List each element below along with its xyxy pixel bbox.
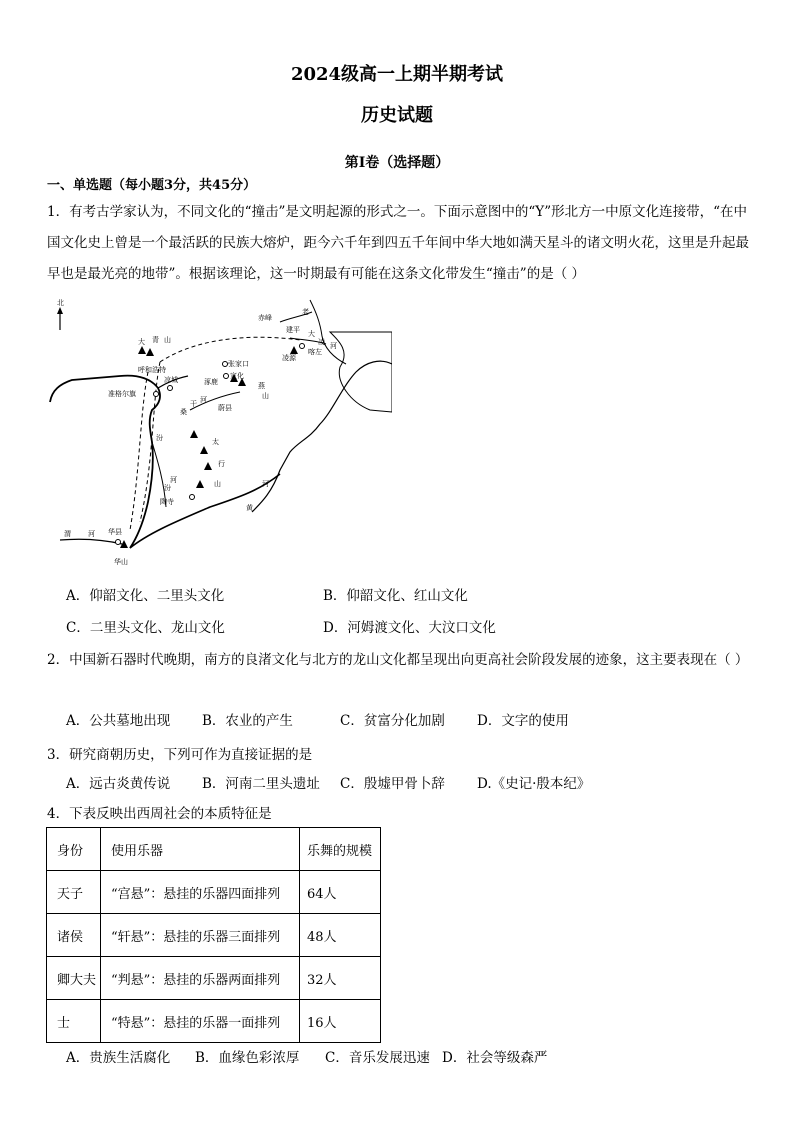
table-row (47, 914, 381, 957)
subject-title: 历史试题 (361, 105, 433, 126)
q4-stem: 4．下表反映出西周社会的本质特征是 (47, 806, 272, 822)
table-cell: 天子 (47, 871, 101, 914)
q1-stem: 1．有考古学家认为，不同文化的“撞击”是文明起源的形式之一。下面示意图中的“Y”形北方一中原文化连接带，“在中国文化史上曾是一个最活跃的民族大熔炉，距今六千年到四五千年间中华大地如满天星斗的诸文明火花，这里是升起最早也是最光亮的地带”。根据该理论，这一时期最有可能在这条文化带发生“撞击”的是（ ） (47, 204, 749, 282)
map-label: 华山 (114, 558, 128, 566)
q2-option-c[interactable]: C．贫富分化加剧 (340, 713, 445, 729)
table-cell: 48人 (300, 914, 381, 957)
map-label: 凉城 (164, 376, 178, 384)
map-label: 干 (190, 400, 197, 408)
map-label: 建平 (286, 326, 300, 334)
q2-option-b[interactable]: B．农业的产生 (202, 713, 293, 729)
mountain-icons (120, 346, 298, 548)
map-label: 山 (214, 480, 221, 488)
table-cell: 士 (47, 1000, 101, 1043)
map-label: 张家口 (228, 360, 249, 368)
map-label: 凌 (318, 338, 325, 346)
map-label: 赤峰 (258, 314, 272, 322)
map-label: 河 (170, 476, 177, 484)
table-header-row (47, 828, 381, 871)
map-label: 华县 (108, 528, 122, 536)
map-label: 大 (308, 330, 315, 338)
q4-option-c[interactable]: C．音乐发展迅速 (325, 1050, 430, 1066)
q2-stem: 2．中国新石器时代晚期，南方的良渚文化与北方的龙山文化都呈现出向更高社会阶段发展的迹象，这主要表现在（ ） (47, 652, 749, 668)
map-label: 河 (262, 480, 269, 488)
map-label: 黄 (246, 504, 253, 512)
q1-option-c[interactable]: C．二里头文化、龙山文化 (66, 620, 225, 636)
map-label: 大 (138, 338, 145, 346)
map-label: 山 (164, 336, 171, 344)
q3-option-c[interactable]: C．殷墟甲骨卜辞 (340, 776, 445, 792)
map-label: 涿鹿 (204, 378, 218, 386)
map-label: 河 (200, 396, 207, 404)
y-belt-line (160, 337, 300, 362)
table-cell: 32人 (300, 957, 381, 1000)
q3-option-d[interactable]: D.《史记·殷本纪》 (477, 776, 591, 792)
map-label: 河 (330, 342, 337, 350)
map-label: 北 (57, 299, 64, 307)
q4-option-b[interactable]: B．血缘色彩浓厚 (195, 1050, 300, 1066)
table-cell: “特悬”：悬挂的乐器一面排列 (101, 1000, 300, 1043)
q4-option-a[interactable]: A．贵族生活腐化 (66, 1050, 171, 1066)
map-label: 呼和浩特 (138, 366, 166, 374)
q3-option-a[interactable]: A．远古炎黄传说 (66, 776, 171, 792)
map-label: 渭 (64, 530, 71, 538)
map-label: 桑 (180, 408, 187, 416)
map-label: 陶寺 (160, 498, 174, 506)
ritual-music-table (46, 827, 381, 1043)
map-label: 河 (88, 530, 95, 538)
map-label: 青 (152, 336, 159, 344)
map-label: 太 (212, 438, 219, 446)
table-header-cell: 乐舞的规模 (300, 828, 381, 871)
table-row (47, 1000, 381, 1043)
table-cell: 诸侯 (47, 914, 101, 957)
table-header-cell: 身份 (47, 828, 101, 871)
table-cell: 16人 (300, 1000, 381, 1043)
exam-title: 2024级高一上期半期考试 (290, 64, 504, 85)
map-label: 喀左 (308, 348, 322, 356)
q3-option-b[interactable]: B．河南二里头遗址 (202, 776, 320, 792)
table-cell: “判悬”：悬挂的乐器两面排列 (101, 957, 300, 1000)
map-label: 凌源 (282, 354, 296, 362)
q1-option-d[interactable]: D．河姆渡文化、大汶口文化 (323, 620, 496, 636)
table-cell: “宫悬”：悬挂的乐器四面排列 (101, 871, 300, 914)
map-label: 准格尔旗 (108, 390, 136, 398)
map-label: 宣化 (230, 372, 244, 380)
volume-title: 第Ⅰ卷（选择题） (344, 155, 450, 171)
table-header-cell: 使用乐器 (101, 828, 300, 871)
table-row (47, 871, 381, 914)
map-label: 山 (262, 392, 269, 400)
map-label: 汾 (156, 434, 163, 442)
map-label: 蔚县 (218, 404, 232, 412)
q4-option-d[interactable]: D．社会等级森严 (442, 1050, 548, 1066)
map-label: 汾 (164, 484, 171, 492)
table-cell: “轩悬”：悬挂的乐器三面排列 (101, 914, 300, 957)
map-label: 老 (302, 308, 309, 316)
section-heading: 一、单选题（每小题3分，共45分） (47, 178, 257, 193)
map-label: 行 (218, 460, 225, 468)
q2-option-d[interactable]: D．文字的使用 (477, 713, 569, 729)
q1-option-a[interactable]: A．仰韶文化、二里头文化 (66, 588, 225, 604)
q1-option-b[interactable]: B．仰韶文化、红山文化 (323, 588, 468, 604)
map-labels (64, 307, 337, 566)
map-label: 燕 (258, 382, 265, 390)
q3-stem: 3．研究商朝历史，下列可作为直接证据的是 (47, 747, 313, 763)
table-row (47, 957, 381, 1000)
q2-option-a[interactable]: A．公共墓地出现 (66, 713, 171, 729)
culture-belt-map (40, 292, 392, 574)
table-cell: 卿大夫 (47, 957, 101, 1000)
table-cell: 64人 (300, 871, 381, 914)
